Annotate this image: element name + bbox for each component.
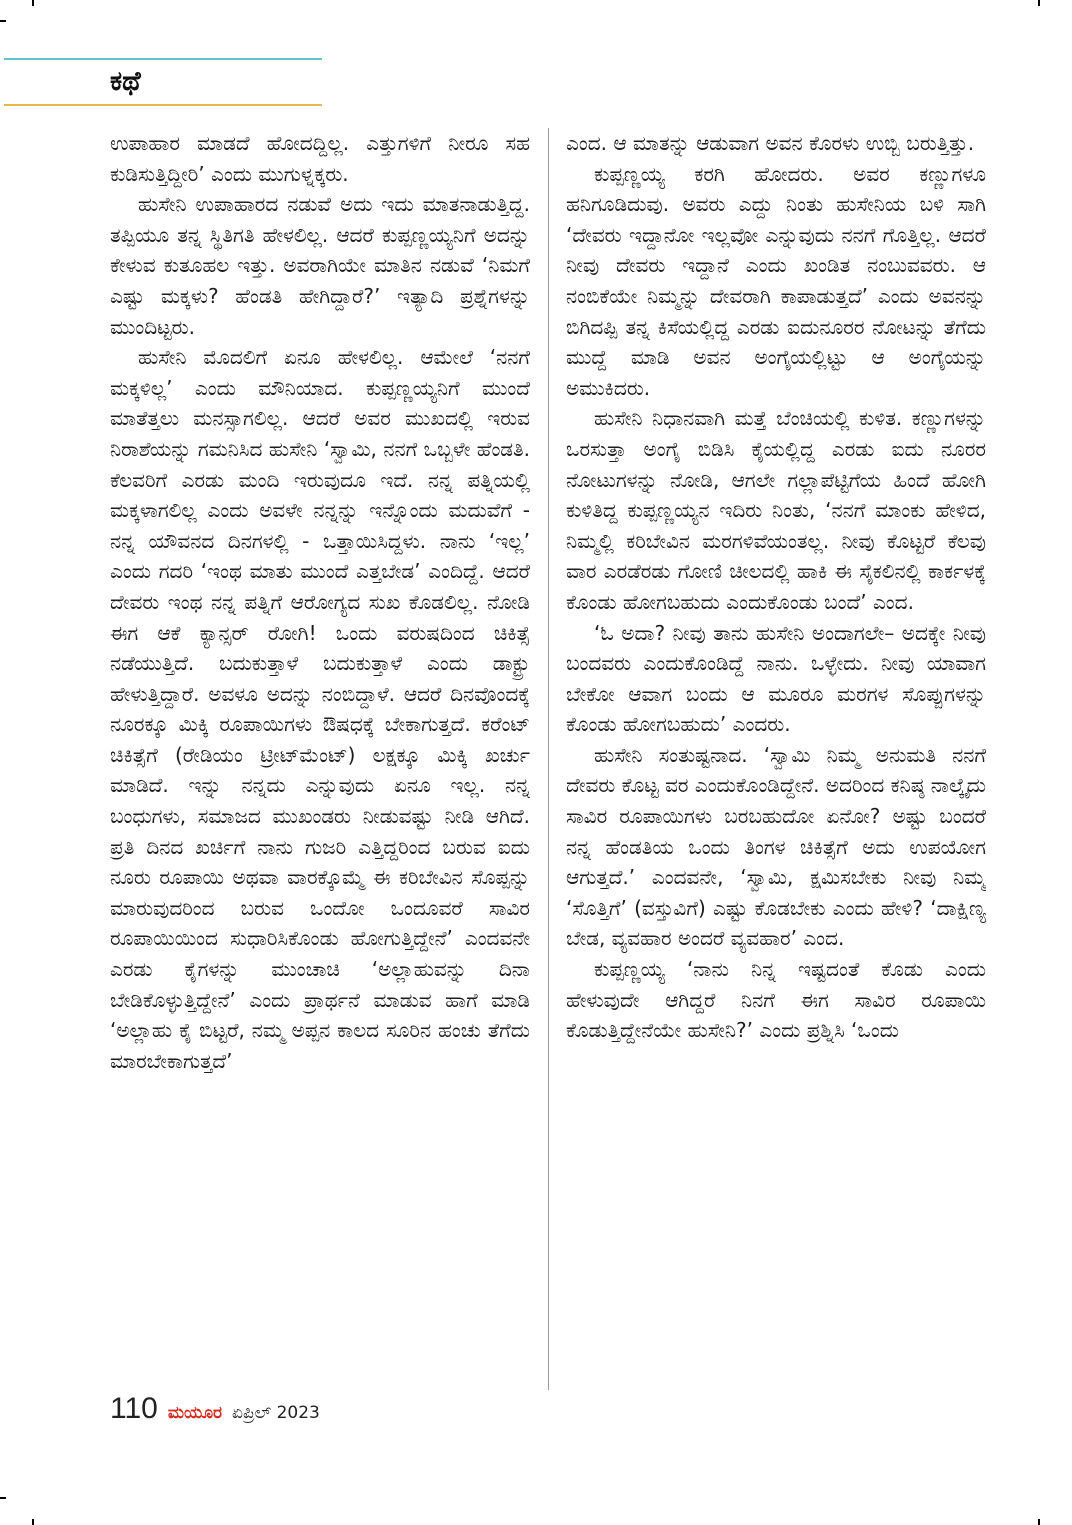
header-rule-top bbox=[4, 58, 322, 60]
paragraph: ಕುಪ್ಪಣ್ಣಯ್ಯ ‘ನಾನು ನಿನ್ನ ಇಷ್ಟದಂತೆ ಕೊಡು ಎಂದು ಹೇಳುವುದೇ ಆಗಿದ್ದರೆ ನಿನಗೆ ಈಗ ಸಾವಿರ ರೂಪಾಯಿ ಕೊಡುತ್ತಿದ್ದೇನೆಯೇ ಹುಸೇನಿ?’ ಎಂದು ಪ್ರಶ್ನಿಸಿ ‘ಒಂದು bbox=[566, 957, 986, 1043]
issue-date: ಏಪ್ರಿಲ್ 2023 bbox=[232, 1403, 320, 1423]
magazine-logo: ಮಯೂರ bbox=[167, 1403, 223, 1423]
text-column-right bbox=[566, 128, 986, 1390]
text-column-left bbox=[110, 128, 530, 1390]
paragraph: ಹುಸೇನಿ ಮೊದಲಿಗೆ ಏನೂ ಹೇಳಲಿಲ್ಲ. ಆಮೇಲೆ ‘ನನಗೆ ಮಕ್ಕಳಿಲ್ಲ’ ಎಂದು ಮೌನಿಯಾದ. ಕುಪ್ಪಣ್ಣಯ್ಯನಿಗೆ ಮುಂದೆ ಮಾತೆತ್ತಲು ಮನಸ್ಸಾಗಲಿಲ್ಲ. ಆದರೆ ಅವರ ಮುಖದಲ್ಲಿ ಇರುವ ನಿರಾಶೆಯನ್ನು ಗಮನಿಸಿದ ಹುಸೇನಿ ‘ಸ್ವಾಮಿ, ನನಗೆ ಒಬ್ಬಳೇ ಹೆಂಡತಿ. ಕೆಲವರಿಗೆ ಎರಡು ಮಂದಿ ಇರುವುದೂ ಇದೆ. ನನ್ನ ಪತ್ನಿಯಲ್ಲಿ ಮಕ್ಕಳಾಗಲಿಲ್ಲ ಎಂದು ಅವಳೇ ನನ್ನನ್ನು ಇನ್ನೊಂದು ಮದುವೆಗೆ - ನನ್ನ ಯೌವನದ ದಿನಗಳಲ್ಲಿ - ಒತ್ತಾಯಿಸಿದ್ದಳು. ನಾನು ‘ಇಲ್ಲ’ ಎಂದು ಗದರಿ ‘ಇಂಥ ಮಾತು ಮುಂದೆ ಎತ್ತಬೇಡ’ ಎಂದಿದ್ದೆ. ಆದರೆ ದೇವರು ಇಂಥ ನನ್ನ ಪತ್ನಿಗೆ ಆರೋಗ್ಯದ ಸುಖ ಕೊಡಲಿಲ್ಲ. ನೋಡಿ ಈಗ ಆಕೆ ಕ್ಯಾನ್ಸರ್ ರೋಗಿ! ಒಂದು ವರುಷದಿಂದ ಚಿಕಿತ್ಸೆ ನಡೆಯುತ್ತಿದೆ. ಬದುಕುತ್ತಾಳೆ ಬದುಕುತ್ತಾಳೆ ಎಂದು ಡಾಕ್ಟ್ರು ಹೇಳುತ್ತಿದ್ದಾರೆ. ಅವಳೂ ಅದನ್ನು ನಂಬಿದ್ದಾಳೆ. ಆದರೆ ದಿನವೊಂದಕ್ಕೆ ನೂರಕ್ಕೂ ಮಿಕ್ಕಿ ರೂಪಾಯಿಗಳು ಔಷಧಕ್ಕೆ ಬೇಕಾಗುತ್ತದೆ. ಕರೆಂಟ್ ಚಿಕಿತ್ಸೆಗೆ (ರೇಡಿಯಂ ಟ್ರೀಟ್‌ಮೆಂಟ್) ಲಕ್ಷಕ್ಕೂ ಮಿಕ್ಕಿ ಖರ್ಚು ಮಾಡಿದೆ. ಇನ್ನು ನನ್ನದು ಎನ್ನುವುದು ಏನೂ ಇಲ್ಲ. ನನ್ನ ಬಂಧುಗಳು, ಸಮಾಜದ ಮುಖಂಡರು ನೀಡುವಷ್ಟು ನೀಡಿ ಆಗಿದೆ. ಪ್ರತಿ ದಿನದ ಖರ್ಚಿಗೆ ನಾನು ಗುಜರಿ ಎತ್ತಿದ್ದರಿಂದ ಬರುವ ಐದು ನೂರು ರೂಪಾಯಿ ಅಥವಾ ವಾರಕ್ಕೊಮ್ಮೆ ಈ ಕರಿಬೇವಿನ ಸೊಪ್ಪನ್ನು ಮಾರುವುದರಿಂದ ಬರುವ ಒಂದೋ ಒಂದೂವರೆ ಸಾವಿರ ರೂಪಾಯಿಯಿಂದ ಸುಧಾರಿಸಿಕೊಂಡು ಹೋಗುತ್ತಿದ್ದೇನೆ’ ಎಂದವನೇ ಎರಡು ಕೈಗಳನ್ನು ಮುಂಚಾಚಿ ‘ಅಲ್ಲಾಹುವನ್ನು ದಿನಾ ಬೇಡಿಕೊಳ್ಳುತ್ತಿದ್ದೇನೆ’ ಎಂದು ಪ್ರಾರ್ಥನೆ ಮಾಡುವ ಹಾಗೆ ಮಾಡಿ ‘ಅಲ್ಲಾಹು ಕೈ ಬಿಟ್ಟರೆ, ನಮ್ಮ ಅಪ್ಪನ ಕಾಲದ ಸೂರಿನ ಹಂಚು ತೆಗೆದು ಮಾರಬೇಕಾಗುತ್ತದೆ’ bbox=[110, 345, 530, 1073]
paragraph: ಹುಸೇನಿ ಸಂತುಷ್ಟನಾದ. ‘ಸ್ವಾಮಿ ನಿಮ್ಮ ಅನುಮತಿ ನನಗೆ ದೇವರು ಕೊಟ್ಟ ವರ ಎಂದುಕೊಂಡಿದ್ದೇನೆ. ಅದರಿಂದ ಕನಿಷ್ಠ ನಾಲ್ಕೈದು ಸಾವಿರ ರೂಪಾಯಿಗಳು ಬರಬಹುದೋ ಏನೋ? ಅಷ್ಟು ಬಂದರೆ ನನ್ನ ಹೆಂಡತಿಯ ಒಂದು ತಿಂಗಳ ಚಿಕಿತ್ಸೆಗೆ ಅದು ಉಪಯೋಗ ಆಗುತ್ತದೆ.’ ಎಂದವನೇ, ‘ಸ್ವಾಮಿ, ಕ್ಷಮಿಸಬೇಕು ನೀವು ನಿಮ್ಮ ‘ಸೊತ್ತಿಗೆ’ (ವಸ್ತುವಿಗೆ) ಎಷ್ಟು ಕೊಡಬೇಕು ಎಂದು ಹೇಳಿ? ‘ದಾಕ್ಷಿಣ್ಯ ಬೇಡ, ವ್ಯವಹಾರ ಅಂದರೆ ವ್ಯವಹಾರ’ ಎಂದ. bbox=[566, 742, 986, 951]
page-footer bbox=[110, 1392, 320, 1436]
crop-mark bbox=[1038, 0, 1040, 6]
header-rule-bottom bbox=[4, 104, 322, 106]
column-divider bbox=[548, 128, 549, 1390]
crop-mark bbox=[0, 1497, 6, 1499]
crop-mark bbox=[32, 1519, 34, 1525]
paragraph: ಕುಪ್ಪಣ್ಣಯ್ಯ ಕರಗಿ ಹೋದರು. ಅವರ ಕಣ್ಣುಗಳೂ ಹನಿಗೂಡಿದುವು. ಅವರು ಎದ್ದು ನಿಂತು ಹುಸೇನಿಯ ಬಳಿ ಸಾಗಿ ‘ದೇವರು ಇದ್ದಾನೋ ಇಲ್ಲವೋ ಎನ್ನುವುದು ನನಗೆ ಗೊತ್ತಿಲ್ಲ. ಆದರೆ ನೀವು ದೇವರು ಇದ್ದಾನೆ ಎಂದು ಖಂಡಿತ ನಂಬುವವರು. ಆ ನಂಬಿಕೆಯೇ ನಿಮ್ಮನ್ನು ದೇವರಾಗಿ ಕಾಪಾಡುತ್ತದೆ’ ಎಂದು ಅವನನ್ನು ಬಿಗಿದಪ್ಪಿ ತನ್ನ ಕಿಸೆಯಲ್ಲಿದ್ದ ಎರಡು ಐದುನೂರರ ನೋಟನ್ನು ತೆಗೆದು ಮುದ್ದೆ ಮಾಡಿ ಅವನ ಅಂಗೈಯಲ್ಲಿಟ್ಟು ಆ ಅಂಗೈಯನ್ನು ಅಮುಕಿದರು. bbox=[566, 161, 986, 400]
paragraph: ಹುಸೇನಿ ನಿಧಾನವಾಗಿ ಮತ್ತೆ ಬೆಂಚಿಯಲ್ಲಿ ಕುಳಿತ. ಕಣ್ಣುಗಳನ್ನು ಒರಸುತ್ತಾ ಅಂಗೈ ಬಿಡಿಸಿ ಕೈಯಲ್ಲಿದ್ದ ಎರಡು ಐದು ನೂರರ ನೋಟುಗಳನ್ನು ನೋಡಿ, ಆಗಲೇ ಗಲ್ಲಾಪೆಟ್ಟಿಗೆಯ ಹಿಂದೆ ಹೋಗಿ ಕುಳಿತಿದ್ದ ಕುಪ್ಪಣ್ಣಯ್ಯನ ಇದಿರು ನಿಂತು, ‘ನನಗೆ ಮಾಂಕು ಹೇಳಿದ, ನಿಮ್ಮಲ್ಲಿ ಕರಿಬೇವಿನ ಮರಗಳಿವೆಯಂತಲ್ಲ. ನೀವು ಕೊಟ್ಟರೆ ಕೆಲವು ವಾರ ಎರಡೆರಡು ಗೋಣಿ ಚೀಲದಲ್ಲಿ ಹಾಕಿ ಈ ಸೈಕಲಿನಲ್ಲಿ ಕಾರ್ಕಳಕ್ಕೆ ಕೊಂಡು ಹೋಗಬಹುದು ಎಂದುಕೊಂಡು ಬಂದೆ’ ಎಂದ. bbox=[566, 406, 986, 614]
crop-mark bbox=[0, 20, 6, 22]
paragraph: ಹುಸೇನಿ ಉಪಾಹಾರದ ನಡುವೆ ಅದು ಇದು ಮಾತನಾಡುತ್ತಿದ್ದ. ತಪ್ಪಿಯೂ ತನ್ನ ಸ್ಥಿತಿಗತಿ ಹೇಳಲಿಲ್ಲ. ಆದರೆ ಕುಪ್ಪಣ್ಣಯ್ಯನಿಗೆ ಅದನ್ನು ಕೇಳುವ ಕುತೂಹಲ ಇತ್ತು. ಅವರಾಗಿಯೇ ಮಾತಿನ ನಡುವೆ ‘ನಿಮಗೆ ಎಷ್ಟು ಮಕ್ಕಳು? ಹೆಂಡತಿ ಹೇಗಿದ್ದಾರೆ?’ ಇತ್ಯಾದಿ ಪ್ರಶ್ನೆಗಳನ್ನು ಮುಂದಿಟ್ಟರು. bbox=[110, 192, 530, 339]
page-number: 110 bbox=[110, 1392, 158, 1425]
paragraph: ‘ಓ ಅದಾ? ನೀವು ತಾನು ಹುಸೇನಿ ಅಂದಾಗಲೇ– ಅದಕ್ಕೇ ನೀವು ಬಂದವರು ಎಂದುಕೊಂಡಿದ್ದೆ ನಾನು. ಒಳ್ಳೇದು. ನೀವು ಯಾವಾಗ ಬೇಕೋ ಆವಾಗ ಬಂದು ಆ ಮೂರೂ ಮರಗಳ ಸೊಪ್ಪುಗಳನ್ನು ಕೊಂಡು ಹೋಗಬಹುದು’ ಎಂದರು. bbox=[566, 620, 986, 737]
crop-mark bbox=[32, 0, 34, 6]
section-label: ಕಥೆ bbox=[110, 66, 141, 97]
paragraph: ಎಂದ. ಆ ಮಾತನ್ನು ಆಡುವಾಗ ಅವನ ಕೊರಳು ಉಬ್ಬಿ ಬರುತ್ತಿತ್ತು. bbox=[566, 131, 975, 155]
paragraph: ಉಪಾಹಾರ ಮಾಡದೆ ಹೋದದ್ದಿಲ್ಲ. ಎತ್ತುಗಳಿಗೆ ನೀರೂ ಸಹ ಕುಡಿಸುತ್ತಿದ್ದೀರಿ’ ಎಂದು ಮುಗುಳ್ನಕ್ಕರು. bbox=[110, 131, 530, 186]
crop-mark bbox=[1038, 1519, 1040, 1525]
